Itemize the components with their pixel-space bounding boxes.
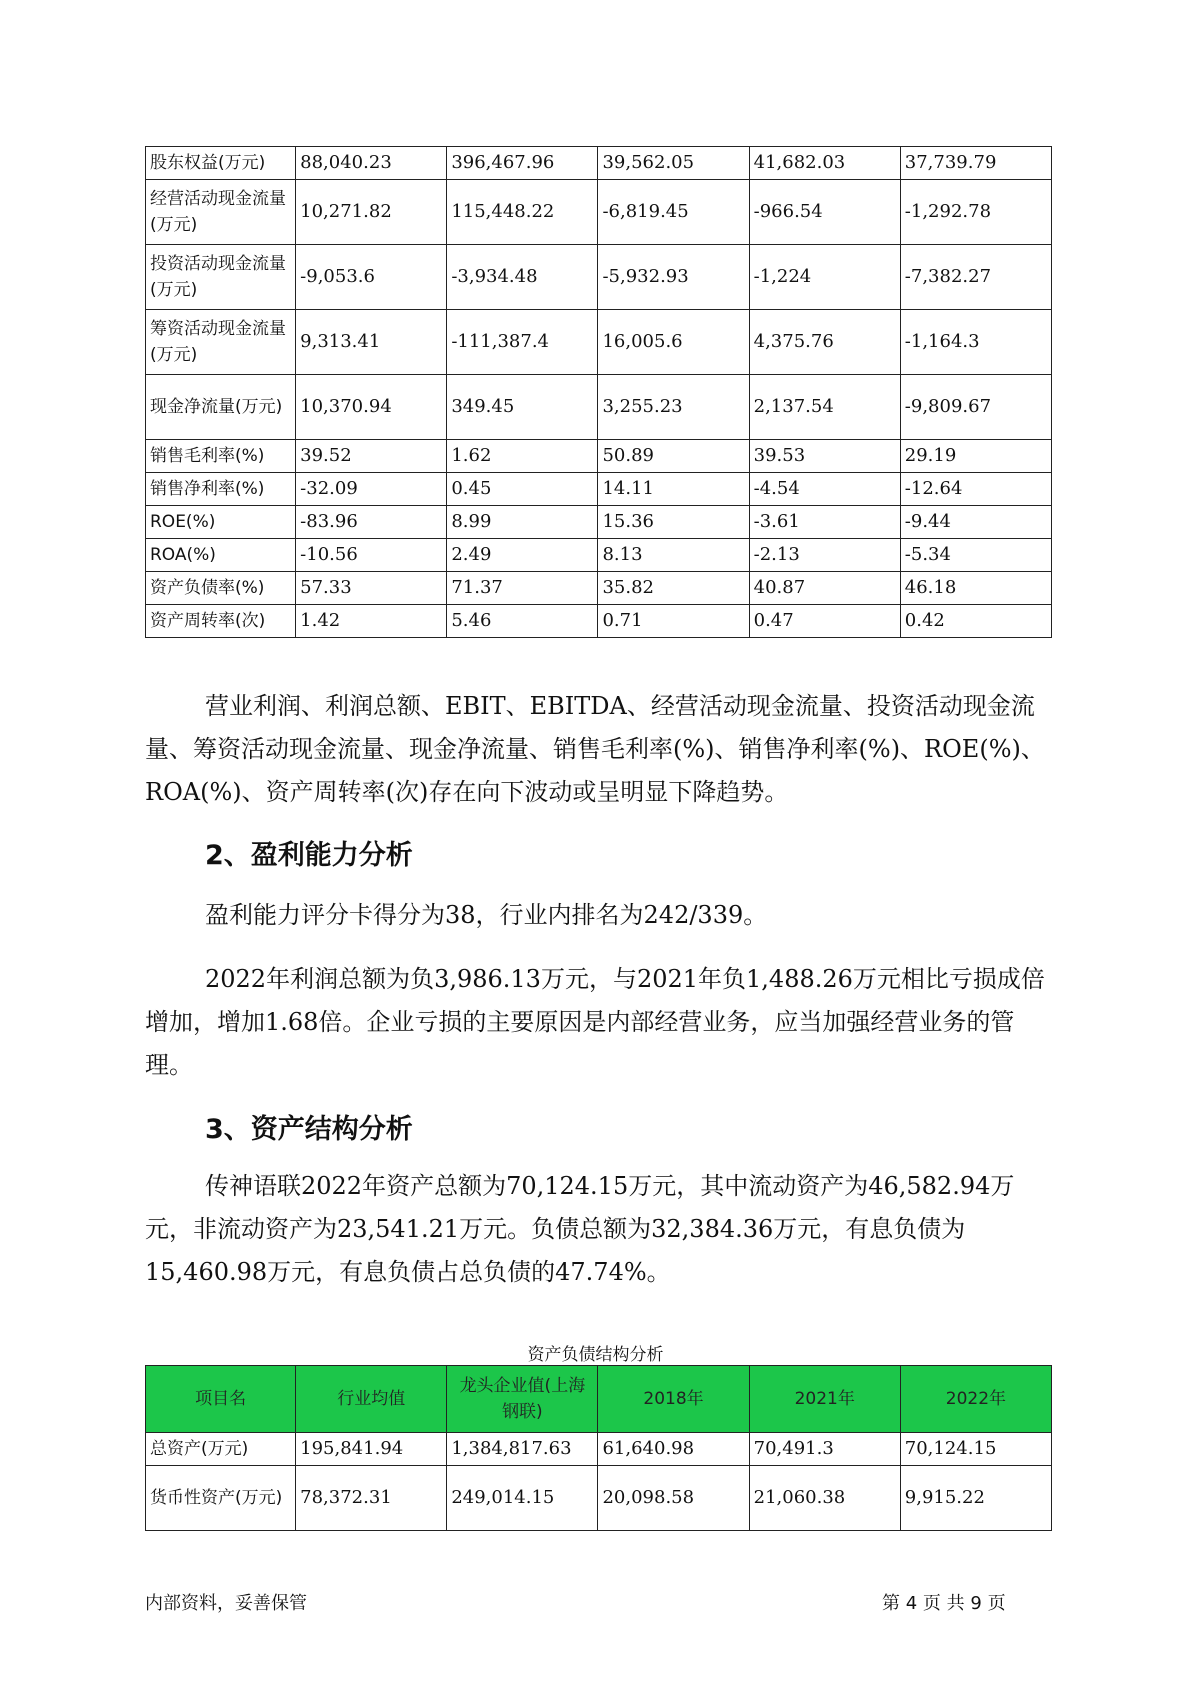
row-label: 总资产(万元): [146, 1433, 296, 1466]
table-cell: -4.54: [749, 473, 900, 506]
table-cell: 3,255.23: [598, 375, 749, 440]
table-cell: 349.45: [447, 375, 598, 440]
financial-indicators-table: [145, 146, 1052, 638]
table-cell: 46.18: [900, 572, 1051, 605]
table-cell: 0.47: [749, 605, 900, 638]
table-cell: 88,040.23: [296, 147, 447, 180]
table-cell: -1,164.3: [900, 310, 1051, 375]
table-cell: 10,271.82: [296, 180, 447, 245]
table-cell: 20,098.58: [598, 1466, 749, 1531]
table-cell: 14.11: [598, 473, 749, 506]
table-cell: 8.99: [447, 506, 598, 539]
row-label: ROA(%): [146, 539, 296, 572]
table-row: [146, 605, 1052, 638]
table-row: [146, 440, 1052, 473]
table-cell: 15.36: [598, 506, 749, 539]
section-heading-asset-structure: 3、资产结构分析: [205, 1114, 413, 1145]
page-prefix: 第: [882, 1593, 900, 1614]
table-cell: 70,491.3: [749, 1433, 900, 1466]
column-header: 2021年: [749, 1366, 900, 1433]
table-cell: -3,934.48: [447, 245, 598, 310]
column-header: 项目名: [146, 1366, 296, 1433]
section-heading-profitability: 2、盈利能力分析: [205, 840, 413, 871]
table-cell: 40.87: [749, 572, 900, 605]
table-cell: 35.82: [598, 572, 749, 605]
table-cell: 41,682.03: [749, 147, 900, 180]
column-header: 2022年: [900, 1366, 1051, 1433]
table-cell: -1,292.78: [900, 180, 1051, 245]
column-header: 龙头企业值(上海钢联): [447, 1366, 598, 1433]
row-label: 资产周转率(次): [146, 605, 296, 638]
table-row: [146, 539, 1052, 572]
table-cell: -6,819.45: [598, 180, 749, 245]
column-header: 行业均值: [296, 1366, 447, 1433]
assets-paragraph: 传神语联2022年资产总额为70,124.15万元，其中流动资产为46,582.94万元，非流动资产为23,541.21万元。负债总额为32,384.36万元，有息负债为15,460.98万元，有息负债占总负债的47.74%。: [145, 1172, 1015, 1286]
page-number: [882, 1589, 1006, 1615]
table-cell: -111,387.4: [447, 310, 598, 375]
table-cell: 50.89: [598, 440, 749, 473]
table-cell: 5.46: [447, 605, 598, 638]
table-cell: 4,375.76: [749, 310, 900, 375]
table-cell: 396,467.96: [447, 147, 598, 180]
row-label: 经营活动现金流量(万元): [146, 180, 296, 245]
table-cell: -966.54: [749, 180, 900, 245]
table-cell: 1.62: [447, 440, 598, 473]
table-cell: 8.13: [598, 539, 749, 572]
table-cell: 37,739.79: [900, 147, 1051, 180]
page-mid: 页 共: [922, 1593, 965, 1614]
table-cell: -2.13: [749, 539, 900, 572]
row-label: 现金净流量(万元): [146, 375, 296, 440]
table-row: [146, 147, 1052, 180]
table-cell: 70,124.15: [900, 1433, 1051, 1466]
table-cell: -5,932.93: [598, 245, 749, 310]
table-cell: -83.96: [296, 506, 447, 539]
table-cell: -9,809.67: [900, 375, 1051, 440]
table-cell: -32.09: [296, 473, 447, 506]
page-current: 4: [905, 1593, 918, 1614]
table-cell: 2,137.54: [749, 375, 900, 440]
table-row: [146, 1466, 1052, 1531]
table-row: [146, 375, 1052, 440]
table-cell: 2.49: [447, 539, 598, 572]
row-label: 销售毛利率(%): [146, 440, 296, 473]
table-cell: -9.44: [900, 506, 1051, 539]
table-cell: 9,915.22: [900, 1466, 1051, 1531]
asset-liability-table: [145, 1365, 1052, 1531]
table-cell: -9,053.6: [296, 245, 447, 310]
footer-confidential-note: 内部资料，妥善保管: [145, 1593, 307, 1614]
row-label: ROE(%): [146, 506, 296, 539]
table-cell: 195,841.94: [296, 1433, 447, 1466]
table-cell: 1.42: [296, 605, 447, 638]
table-cell: 0.45: [447, 473, 598, 506]
table-row: [146, 506, 1052, 539]
table-cell: 57.33: [296, 572, 447, 605]
table-cell: -7,382.27: [900, 245, 1051, 310]
table-cell: 0.42: [900, 605, 1051, 638]
table-cell: 10,370.94: [296, 375, 447, 440]
score-paragraph: 盈利能力评分卡得分为38，行业内排名为242/339。: [205, 901, 768, 929]
profit-paragraph: 2022年利润总额为负3,986.13万元，与2021年负1,488.26万元相比亏损成倍增加，增加1.68倍。企业亏损的主要原因是内部经营业务，应当加强经营业务的管理。: [145, 965, 1045, 1079]
row-label: 销售净利率(%): [146, 473, 296, 506]
row-label: 筹资活动现金流量(万元): [146, 310, 296, 375]
table-cell: -1,224: [749, 245, 900, 310]
row-label: 资产负债率(%): [146, 572, 296, 605]
table-cell: 71.37: [447, 572, 598, 605]
table-cell: 39.53: [749, 440, 900, 473]
table-row: [146, 572, 1052, 605]
table-cell: 78,372.31: [296, 1466, 447, 1531]
row-label: 货币性资产(万元): [146, 1466, 296, 1531]
table-row: [146, 310, 1052, 375]
table-cell: 29.19: [900, 440, 1051, 473]
page-suffix: 页: [987, 1593, 1006, 1614]
row-label: 投资活动现金流量(万元): [146, 245, 296, 310]
table-row: [146, 245, 1052, 310]
page-total: 9: [970, 1593, 982, 1614]
table-cell: -12.64: [900, 473, 1051, 506]
table-cell: 249,014.15: [447, 1466, 598, 1531]
table-cell: 9,313.41: [296, 310, 447, 375]
table-cell: 1,384,817.63: [447, 1433, 598, 1466]
trend-paragraph: 营业利润、利润总额、EBIT、EBITDA、经营活动现金流量、投资活动现金流量、筹资活动现金流量、现金净流量、销售毛利率(%)、销售净利率(%)、ROE(%)、ROA(%)、资产周转率(次)存在向下波动或呈明显下降趋势。: [145, 692, 1045, 806]
table-cell: 16,005.6: [598, 310, 749, 375]
table-cell: -3.61: [749, 506, 900, 539]
table-row: [146, 180, 1052, 245]
table-cell: 21,060.38: [749, 1466, 900, 1531]
table-row: [146, 473, 1052, 506]
table-cell: -5.34: [900, 539, 1051, 572]
table-header-row: [146, 1366, 1052, 1433]
table-row: [146, 1433, 1052, 1466]
row-label: 股东权益(万元): [146, 147, 296, 180]
table-cell: 61,640.98: [598, 1433, 749, 1466]
table-cell: 39.52: [296, 440, 447, 473]
column-header: 2018年: [598, 1366, 749, 1433]
table-cell: 115,448.22: [447, 180, 598, 245]
table-caption: 资产负债结构分析: [527, 1345, 664, 1365]
table-cell: 39,562.05: [598, 147, 749, 180]
table-cell: 0.71: [598, 605, 749, 638]
table-cell: -10.56: [296, 539, 447, 572]
